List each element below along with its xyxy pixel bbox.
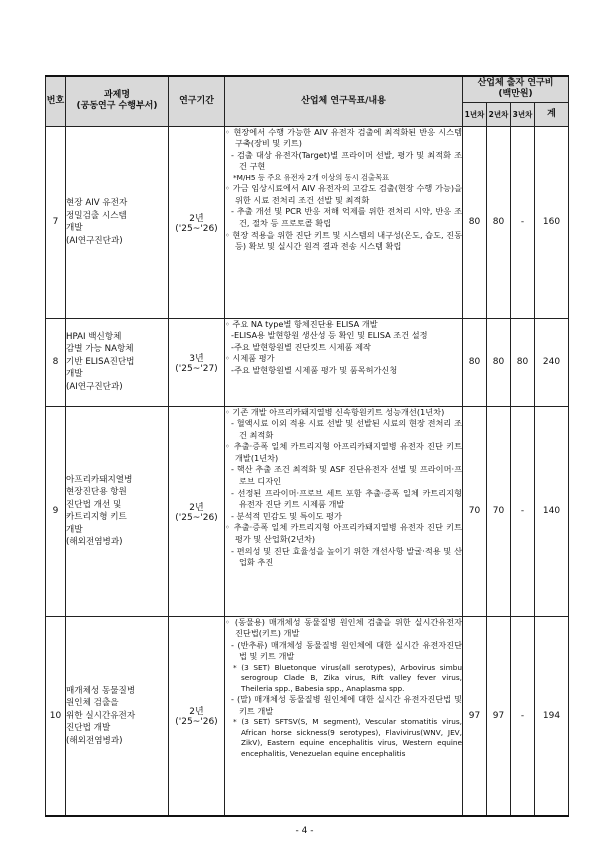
row-content-line: - (말) 매개체성 동물질병 원인체에 대한 실시간 유전자진단법 및 키트 개발 (231, 694, 462, 716)
header-budget (463, 76, 569, 102)
row-year2: 80 (487, 126, 511, 318)
header-year2: 2년차 (487, 102, 511, 126)
row-content-line: ◦ 추출·증폭 일체 카트리지형 아프리카돼지열병 유전자 진단 키트 개발(1년차) (225, 441, 462, 463)
row-period-line: 2년 (189, 502, 204, 513)
row-content-line: - 혈액시료 이외 적용 시료 선발 및 선발된 시료의 현장 전처리 조건 최적화 (231, 418, 462, 440)
row-content-line: ◦ 가금 임상시료에서 AIV 유전자의 고감도 검출(현장 수행 가능)을 위한 시료 전처리 조건 선발 및 최적화 (225, 183, 462, 205)
row-content-line: -ELISA용 발현항원 생산성 등 확인 및 ELISA 조건 설정 (231, 330, 428, 341)
header-task-label: 과제명 (103, 90, 131, 101)
row-content-line: - 편의성 및 진단 효율성을 높이기 위한 개선사항 발굴·적용 및 산업화 추진 (231, 545, 462, 568)
table-row (46, 318, 569, 406)
row-title-line: 기반 ELISA진단법 (66, 356, 135, 367)
row-period-line: 2년 (189, 213, 204, 224)
row-year3: - (511, 616, 535, 816)
header-total: 계 (535, 102, 569, 126)
row-number: 10 (46, 616, 66, 816)
row-period (169, 318, 225, 406)
row-content-line: -주요 발현항원별 시제품 평가 및 품목허가신청 (231, 364, 398, 375)
header-task-sub: (공동연구 수행부서) (76, 101, 158, 112)
header-year1: 1년차 (463, 102, 487, 126)
row-year3: - (511, 126, 535, 318)
row-period-line: ('25~'27) (175, 363, 218, 374)
row-title-line: 감별 가능 NA항체 (66, 344, 134, 355)
row-content-line: ◦ 시제품 평가 (225, 353, 275, 364)
row-year1: 70 (463, 406, 487, 616)
row-content-line: *M/H5 등 주요 유전자 2개 이상의 동시 검출목표 (233, 172, 390, 182)
row-number: 7 (46, 126, 66, 318)
row-title (66, 406, 169, 616)
row-title-line: 현장진단용 항원 (66, 487, 127, 497)
row-total: 194 (535, 616, 569, 816)
row-title (66, 126, 169, 318)
row-content-line: - 분석적 민감도 및 특이도 평가 (231, 510, 342, 521)
row-title-line: 카트리지형 키트 (66, 512, 127, 522)
row-title-line: 아프리카돼지열병 (66, 474, 133, 485)
row-year3: 80 (511, 318, 535, 406)
row-content (225, 318, 463, 406)
row-content-line: * (3 SET) SFTSV(S, M segment), Vescular stomatitis virus, African horse sickness(9 serotypes), Flavivirus(WNV, JEV, ZikV), Eastern equine encephalitis virus, Western equine encephalitis, Venezuelan equine encephalitis (233, 717, 462, 758)
row-period-line: 3년 (189, 353, 204, 364)
header-goal: 산업체 연구목표/내용 (225, 76, 463, 126)
row-period-line: 2년 (189, 707, 204, 718)
row-title-line: (AI연구진단과) (66, 235, 123, 246)
row-title-line: 정밀검출 시스템 (66, 210, 127, 221)
row-title-line: 현장 AIV 유전자 (66, 198, 128, 208)
row-content-line: - 핵산 추출 조건 최적화 및 ASF 진단유전자 선별 및 프라이머·프로브 디자인 (231, 464, 462, 487)
table-body (46, 126, 569, 816)
row-year2: 70 (487, 406, 511, 616)
header-budget-unit: (백만원) (498, 89, 533, 100)
row-period-line: ('25~'26) (175, 717, 218, 728)
row-content-line: - 추출 개선 및 PCR 반응 저해 억제를 위한 전처리 시약, 반응 조건, 절차 등 프로토콜 확립 (231, 206, 462, 229)
row-year3: - (511, 406, 535, 616)
row-title-line: (해외전염병과) (66, 735, 123, 746)
row-title-line: 매개체성 동물질병 (66, 685, 136, 696)
row-number: 8 (46, 318, 66, 406)
row-year1: 80 (463, 126, 487, 318)
row-content-line: - (반추류) 매개체성 동물질병 원인체에 대한 실시간 유전자진단법 및 키트 개발 (231, 639, 462, 662)
row-content (225, 616, 463, 816)
row-year1: 80 (463, 318, 487, 406)
row-period (169, 616, 225, 816)
row-content-line: ◦ 기존 개발 아프리카돼지열병 신속항원키트 성능개선(1년차) (225, 406, 445, 417)
page-number: - 4 - (295, 826, 314, 836)
row-title-line: HPAI 백신항체 (66, 331, 122, 342)
row-title (66, 318, 169, 406)
header-period: 연구기간 (169, 76, 225, 126)
table-row (46, 126, 569, 318)
row-title-line: 위한 실시간유전자 (66, 710, 136, 721)
row-year2: 97 (487, 616, 511, 816)
row-content-line: ◦ 추출·증폭 일체 카트리지형 아프리카돼지열병 유전자 진단 키트 평가 및 산업화(2년차) (225, 522, 462, 545)
row-content-line: -주요 발현항원별 진단킷트 시제품 제작 (231, 341, 371, 352)
row-content-line: ◦ 주요 NA type별 항체진단용 ELISA 개발 (225, 318, 378, 329)
row-title-line: 진단법 개선 및 (66, 499, 122, 510)
row-period (169, 126, 225, 318)
row-period (169, 406, 225, 616)
row-title-line: 원인체 검출을 (66, 698, 119, 708)
row-total: 160 (535, 126, 569, 318)
row-period-line: ('25~'26) (175, 223, 218, 234)
row-title-line: 진단법 개발 (66, 723, 111, 733)
row-year2: 80 (487, 318, 511, 406)
table-row (46, 616, 569, 816)
row-content (225, 406, 463, 616)
header-budget-label: 산업체 출자 연구비 (477, 78, 554, 89)
row-total: 240 (535, 318, 569, 406)
row-number: 9 (46, 406, 66, 616)
row-title-line: 개발 (66, 369, 83, 380)
header-no: 번호 (46, 76, 66, 126)
row-content-line: ◦ 현장 적용을 위한 진단 키트 및 시스템의 내구성(온도, 습도, 진동 등) 확보 및 실시간 원격 결과 전송 시스템 확립 (225, 229, 462, 252)
row-period-line: ('25~'26) (175, 512, 218, 523)
row-title-line: 개발 (66, 524, 83, 535)
row-content-line: ◦ (동물용) 매개체성 동물질병 원인체 검출을 위한 실시간유전자 진단법(키트) 개발 (225, 616, 462, 639)
row-title-line: 개발 (66, 223, 83, 233)
row-content-line: - 선정된 프라이머·프로브 세트 포함 추출·증폭 일체 카트리지형 유전자 진단 키트 시제품 개발 (231, 487, 462, 510)
row-year1: 97 (463, 616, 487, 816)
header-task (66, 76, 169, 126)
row-total: 140 (535, 406, 569, 616)
row-title (66, 616, 169, 816)
header-year3: 3년차 (511, 102, 535, 126)
row-content-line: ◦ 현장에서 수행 가능한 AIV 유전자 검출에 최적화된 반응 시스템 구축(장비 및 키트) (225, 126, 462, 149)
research-table (45, 75, 569, 817)
table-row (46, 406, 569, 616)
row-title-line: (AI연구진단과) (66, 381, 123, 392)
row-content (225, 126, 463, 318)
row-content-line: * (3 SET) Bluetonque virus(all serotypes), Arbovirus simbu serogroup Clade B, Zika virus, Rift valley fever virus, Theileria spp., Babesia spp., Anaplasma spp. (233, 662, 462, 693)
row-content-line: - 검출 대상 유전자(Target)별 프라이머 선발, 평가 및 최적화 조건 구현 (231, 149, 462, 172)
row-title-line: (해외전염병과) (66, 537, 123, 547)
